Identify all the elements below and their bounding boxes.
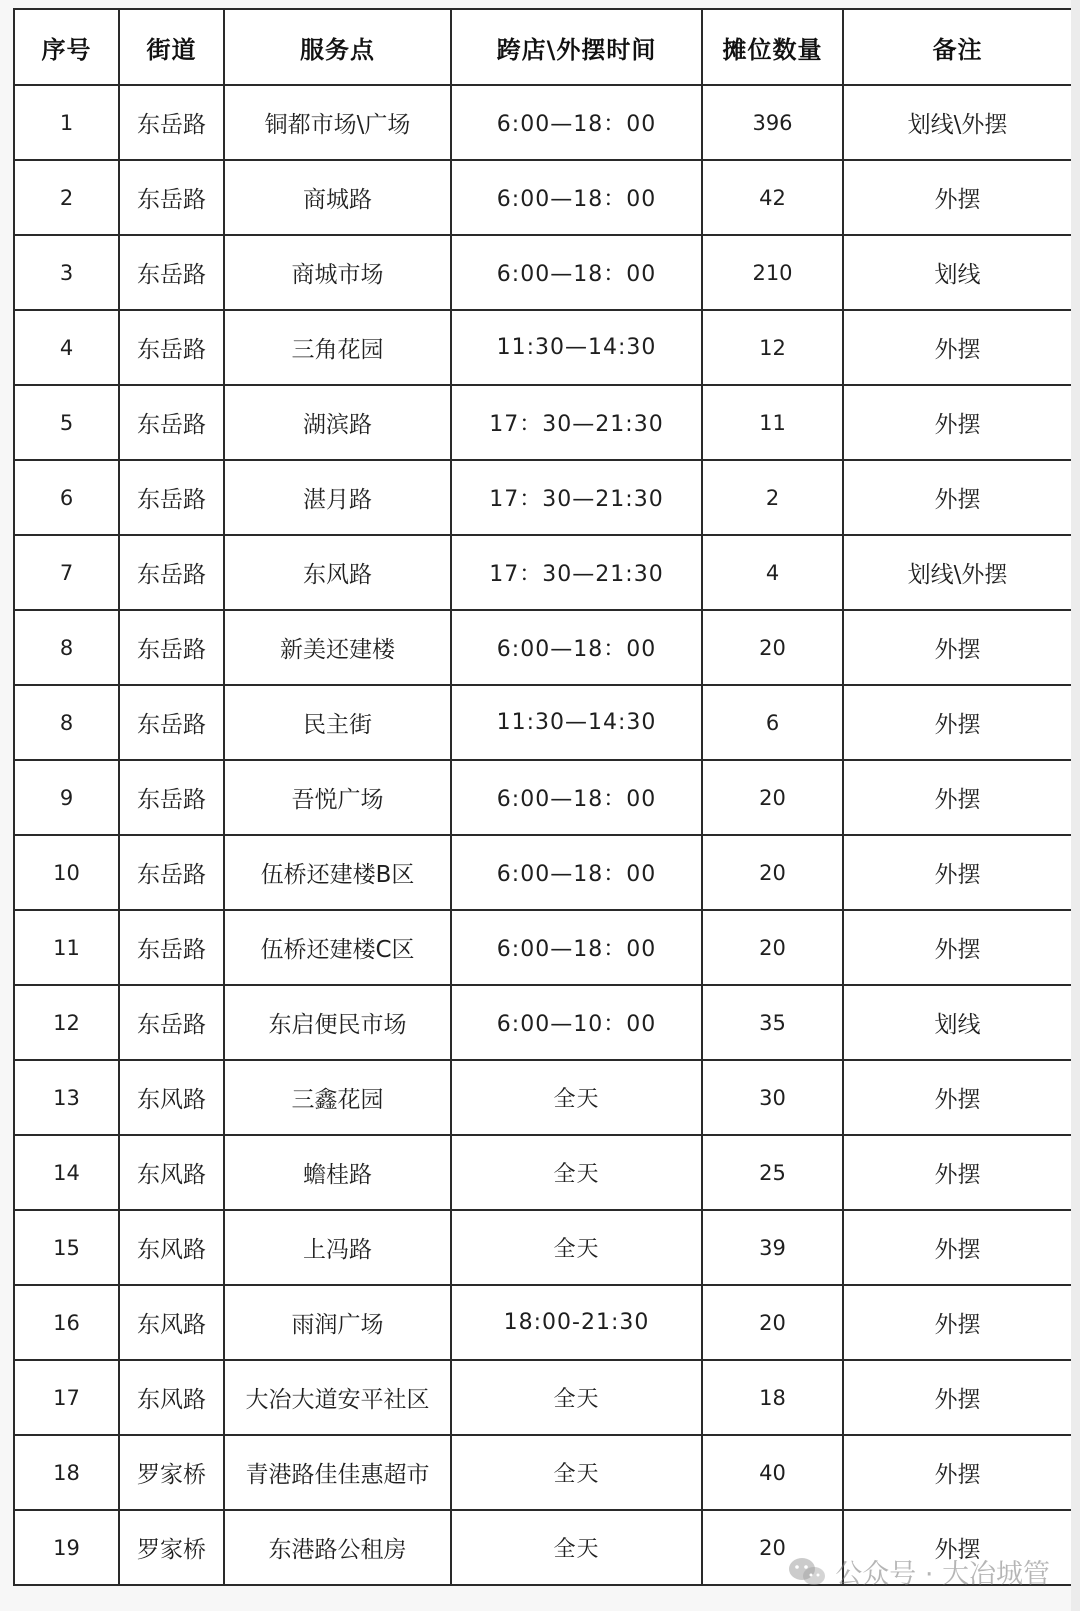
cell-time: 6:00—18：00 xyxy=(451,910,702,985)
header-remarks: 备注 xyxy=(843,9,1072,85)
cell-index: 5 xyxy=(14,385,119,460)
cell-index: 15 xyxy=(14,1210,119,1285)
cell-service-point: 伍桥还建楼B区 xyxy=(224,835,451,910)
cell-service-point: 吾悦广场 xyxy=(224,760,451,835)
cell-time: 6:00—18：00 xyxy=(451,235,702,310)
table-row xyxy=(14,385,1072,460)
cell-street: 东风路 xyxy=(119,1360,224,1435)
cell-index: 7 xyxy=(14,535,119,610)
cell-service-point: 新美还建楼 xyxy=(224,610,451,685)
cell-time: 6:00—18：00 xyxy=(451,610,702,685)
cell-index: 16 xyxy=(14,1285,119,1360)
cell-index: 13 xyxy=(14,1060,119,1135)
cell-service-point: 湖滨路 xyxy=(224,385,451,460)
cell-remarks: 外摆 xyxy=(843,1285,1072,1360)
cell-remarks: 外摆 xyxy=(843,910,1072,985)
cell-remarks: 外摆 xyxy=(843,1060,1072,1135)
cell-time: 18:00-21:30 xyxy=(451,1285,702,1360)
cell-remarks: 划线\外摆 xyxy=(843,85,1072,160)
cell-street: 东风路 xyxy=(119,1285,224,1360)
table-row xyxy=(14,985,1072,1060)
cell-time: 17：30—21:30 xyxy=(451,460,702,535)
cell-remarks: 划线 xyxy=(843,985,1072,1060)
cell-index: 3 xyxy=(14,235,119,310)
cell-index: 6 xyxy=(14,460,119,535)
cell-street: 东岳路 xyxy=(119,910,224,985)
cell-stall-count: 6 xyxy=(702,685,843,760)
cell-stall-count: 4 xyxy=(702,535,843,610)
table-body xyxy=(14,85,1072,1585)
cell-street: 东风路 xyxy=(119,1060,224,1135)
cell-stall-count: 2 xyxy=(702,460,843,535)
cell-stall-count: 42 xyxy=(702,160,843,235)
cell-remarks: 外摆 xyxy=(843,460,1072,535)
cell-index: 9 xyxy=(14,760,119,835)
cell-service-point: 东港路公租房 xyxy=(224,1510,451,1585)
cell-stall-count: 20 xyxy=(702,610,843,685)
cell-street: 东岳路 xyxy=(119,310,224,385)
cell-stall-count: 20 xyxy=(702,760,843,835)
header-time: 跨店\外摆时间 xyxy=(451,9,702,85)
cell-index: 2 xyxy=(14,160,119,235)
cell-street: 东岳路 xyxy=(119,685,224,760)
cell-street: 东岳路 xyxy=(119,535,224,610)
edge-divider xyxy=(1071,0,1080,1611)
cell-remarks: 外摆 xyxy=(843,1510,1072,1585)
cell-index: 10 xyxy=(14,835,119,910)
table-row xyxy=(14,1135,1072,1210)
header-stall-count: 摊位数量 xyxy=(702,9,843,85)
cell-street: 东岳路 xyxy=(119,985,224,1060)
table-row xyxy=(14,1360,1072,1435)
cell-time: 17：30—21:30 xyxy=(451,385,702,460)
table-row xyxy=(14,235,1072,310)
cell-remarks: 外摆 xyxy=(843,310,1072,385)
cell-remarks: 外摆 xyxy=(843,1210,1072,1285)
cell-service-point: 雨润广场 xyxy=(224,1285,451,1360)
table-row xyxy=(14,1060,1072,1135)
cell-stall-count: 30 xyxy=(702,1060,843,1135)
cell-stall-count: 18 xyxy=(702,1360,843,1435)
cell-index: 18 xyxy=(14,1435,119,1510)
table-header-row xyxy=(14,9,1072,85)
cell-street: 东岳路 xyxy=(119,385,224,460)
table-row xyxy=(14,685,1072,760)
cell-street: 东岳路 xyxy=(119,835,224,910)
cell-stall-count: 20 xyxy=(702,1285,843,1360)
cell-time: 11:30—14:30 xyxy=(451,310,702,385)
watermark-text: 公众号 · 大冶城管 xyxy=(835,1559,1050,1590)
cell-service-point: 商城路 xyxy=(224,160,451,235)
cell-service-point: 三鑫花园 xyxy=(224,1060,451,1135)
header-street: 街道 xyxy=(119,9,224,85)
table-row xyxy=(14,85,1072,160)
header-index: 序号 xyxy=(14,9,119,85)
cell-service-point: 民主街 xyxy=(224,685,451,760)
cell-time: 全天 xyxy=(451,1210,702,1285)
cell-street: 东岳路 xyxy=(119,160,224,235)
cell-stall-count: 210 xyxy=(702,235,843,310)
cell-index: 8 xyxy=(14,685,119,760)
cell-remarks: 外摆 xyxy=(843,610,1072,685)
cell-street: 罗家桥 xyxy=(119,1510,224,1585)
cell-service-point: 东启便民市场 xyxy=(224,985,451,1060)
cell-service-point: 商城市场 xyxy=(224,235,451,310)
cell-index: 4 xyxy=(14,310,119,385)
cell-service-point: 湛月路 xyxy=(224,460,451,535)
cell-time: 全天 xyxy=(451,1360,702,1435)
table-row xyxy=(14,1285,1072,1360)
cell-remarks: 划线\外摆 xyxy=(843,535,1072,610)
table-row xyxy=(14,1435,1072,1510)
cell-index: 8 xyxy=(14,610,119,685)
cell-index: 12 xyxy=(14,985,119,1060)
cell-time: 6:00—10：00 xyxy=(451,985,702,1060)
cell-stall-count: 11 xyxy=(702,385,843,460)
cell-stall-count: 20 xyxy=(702,1510,843,1585)
cell-street: 东岳路 xyxy=(119,460,224,535)
cell-stall-count: 25 xyxy=(702,1135,843,1210)
cell-time: 全天 xyxy=(451,1060,702,1135)
header-service-point: 服务点 xyxy=(224,9,451,85)
cell-service-point: 上冯路 xyxy=(224,1210,451,1285)
cell-stall-count: 20 xyxy=(702,835,843,910)
cell-remarks: 外摆 xyxy=(843,1435,1072,1510)
cell-index: 14 xyxy=(14,1135,119,1210)
cell-time: 6:00—18：00 xyxy=(451,85,702,160)
cell-stall-count: 35 xyxy=(702,985,843,1060)
cell-stall-count: 40 xyxy=(702,1435,843,1510)
cell-service-point: 青港路佳佳惠超市 xyxy=(224,1435,451,1510)
cell-stall-count: 12 xyxy=(702,310,843,385)
cell-service-point: 东风路 xyxy=(224,535,451,610)
table-row xyxy=(14,910,1072,985)
cell-remarks: 外摆 xyxy=(843,1360,1072,1435)
table-row xyxy=(14,160,1072,235)
cell-street: 东风路 xyxy=(119,1135,224,1210)
cell-time: 全天 xyxy=(451,1135,702,1210)
cell-time: 17：30—21:30 xyxy=(451,535,702,610)
table-row xyxy=(14,535,1072,610)
cell-time: 6:00—18：00 xyxy=(451,760,702,835)
cell-time: 6:00—18：00 xyxy=(451,835,702,910)
cell-time: 全天 xyxy=(451,1510,702,1585)
cell-time: 6:00—18：00 xyxy=(451,160,702,235)
cell-remarks: 外摆 xyxy=(843,760,1072,835)
cell-service-point: 铜都市场\广场 xyxy=(224,85,451,160)
table-row xyxy=(14,760,1072,835)
table-row xyxy=(14,460,1072,535)
cell-stall-count: 396 xyxy=(702,85,843,160)
cell-stall-count: 20 xyxy=(702,910,843,985)
cell-service-point: 三角花园 xyxy=(224,310,451,385)
cell-service-point: 伍桥还建楼C区 xyxy=(224,910,451,985)
table-row xyxy=(14,1210,1072,1285)
cell-street: 东岳路 xyxy=(119,760,224,835)
cell-street: 东岳路 xyxy=(119,235,224,310)
cell-street: 东岳路 xyxy=(119,610,224,685)
cell-time: 全天 xyxy=(451,1435,702,1510)
cell-street: 东风路 xyxy=(119,1210,224,1285)
cell-remarks: 外摆 xyxy=(843,835,1072,910)
cell-remarks: 外摆 xyxy=(843,160,1072,235)
cell-remarks: 外摆 xyxy=(843,385,1072,460)
table-row xyxy=(14,310,1072,385)
table-row xyxy=(14,835,1072,910)
cell-remarks: 外摆 xyxy=(843,1135,1072,1210)
cell-street: 东岳路 xyxy=(119,85,224,160)
cell-index: 11 xyxy=(14,910,119,985)
cell-index: 1 xyxy=(14,85,119,160)
cell-remarks: 外摆 xyxy=(843,685,1072,760)
stall-schedule-table xyxy=(13,8,1073,1586)
cell-street: 罗家桥 xyxy=(119,1435,224,1510)
cell-index: 17 xyxy=(14,1360,119,1435)
cell-time: 11:30—14:30 xyxy=(451,685,702,760)
cell-stall-count: 39 xyxy=(702,1210,843,1285)
cell-service-point: 蟾桂路 xyxy=(224,1135,451,1210)
cell-remarks: 划线 xyxy=(843,235,1072,310)
cell-index: 19 xyxy=(14,1510,119,1585)
cell-service-point: 大冶大道安平社区 xyxy=(224,1360,451,1435)
table-row xyxy=(14,1510,1072,1585)
table-row xyxy=(14,610,1072,685)
